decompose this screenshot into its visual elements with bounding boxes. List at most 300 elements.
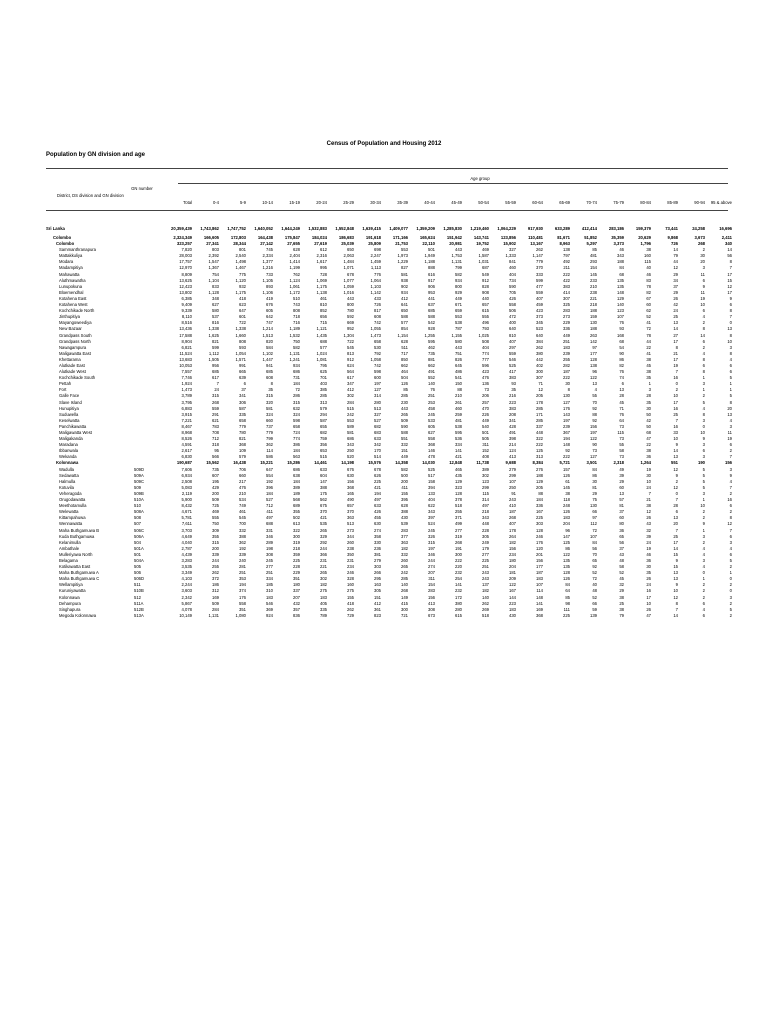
population-value: 2,119 (181, 490, 192, 496)
population-value: 2 (675, 387, 678, 393)
population-value: 236 (374, 545, 381, 551)
population-value: 10,149 (179, 612, 192, 618)
population-value: 762 (293, 271, 300, 277)
population-value: 46 (619, 247, 624, 253)
population-value: 323 (455, 484, 462, 490)
population-value: 363 (347, 515, 354, 521)
population-value: 56 (727, 253, 732, 259)
population-value: 277 (482, 551, 489, 557)
population-value: 8 (729, 308, 732, 314)
population-value: 1,333 (505, 253, 516, 259)
population-value: 383 (563, 283, 570, 289)
population-value: 600 (374, 375, 381, 381)
population-value: 8 (729, 350, 732, 356)
population-value: 6 (702, 362, 705, 368)
population-value: 220 (455, 564, 462, 570)
population-value: 405 (320, 600, 327, 606)
population-value: 148 (563, 442, 570, 448)
population-value: 14 (673, 247, 678, 253)
population-value: 140 (482, 594, 489, 600)
population-value: 8,384 (532, 460, 543, 466)
population-value: 280 (455, 606, 462, 612)
population-value: 279 (374, 557, 381, 563)
population-value: 27,142 (260, 241, 273, 247)
population-value: 10 (673, 588, 678, 594)
population-value: 175,847 (284, 235, 300, 240)
population-value: 6 (702, 338, 705, 344)
population-value: 7,557 (181, 369, 192, 375)
population-value: 486 (455, 369, 462, 375)
population-value: 8 (702, 326, 705, 332)
population-value: 821 (212, 338, 219, 344)
population-value: 735 (428, 350, 435, 356)
population-value: 38 (646, 369, 651, 375)
population-value: 423 (536, 308, 543, 314)
page-title: Census of Population and Housing 2012 (326, 141, 442, 147)
population-value: 564 (347, 369, 354, 375)
population-value: 305 (482, 533, 489, 539)
population-value: 70 (592, 399, 597, 405)
population-value: 1 (702, 375, 705, 381)
population-value: 928 (428, 326, 435, 332)
population-value: 747 (266, 320, 273, 326)
population-value: 326 (428, 533, 435, 539)
population-value: 4 (702, 350, 705, 356)
gn-number: 506D (134, 576, 145, 582)
population-value: 169 (536, 606, 543, 612)
population-value: 238 (590, 289, 597, 295)
population-value: 9 (702, 283, 705, 289)
population-value: 343 (347, 442, 354, 448)
population-value: 641 (401, 302, 408, 308)
population-value: 188 (590, 326, 597, 332)
population-value: 51,852 (584, 235, 597, 240)
population-value: 799 (266, 436, 273, 442)
population-value: 265 (320, 527, 327, 533)
population-value: 808 (293, 308, 300, 314)
population-value: 310 (266, 588, 273, 594)
population-value: 52 (619, 570, 624, 576)
age-column-header: 15-19 (289, 200, 300, 205)
population-value: 125 (563, 539, 570, 545)
population-value: 581 (266, 405, 273, 411)
population-value: 6 (702, 612, 705, 618)
population-value: 1,128 (208, 289, 219, 295)
population-value: 1,154 (397, 332, 408, 338)
population-value: 308 (266, 551, 273, 557)
population-value: 280 (374, 399, 381, 405)
population-value: 3 (729, 423, 732, 429)
population-value: 26 (646, 576, 651, 582)
population-value: 136 (482, 381, 489, 387)
population-value: 255 (455, 509, 462, 515)
gn-number: 504A (134, 557, 144, 563)
population-value: 24 (646, 539, 651, 545)
population-value: 658 (293, 423, 300, 429)
population-value: 15 (673, 564, 678, 570)
population-value: 188 (590, 308, 597, 314)
population-value: 616 (428, 271, 435, 277)
population-value: 733 (266, 271, 273, 277)
population-value: 303 (374, 564, 381, 570)
population-value: 991 (239, 362, 246, 368)
population-value: 718 (293, 314, 300, 320)
population-value: 2 (702, 588, 705, 594)
population-value: 7 (216, 381, 219, 387)
population-value: 11 (700, 289, 705, 295)
population-value: 6,830 (181, 454, 192, 460)
population-value: 7 (729, 527, 732, 533)
population-value: 149 (401, 594, 408, 600)
population-value: 502 (293, 515, 300, 521)
population-value: 587 (320, 417, 327, 423)
population-value: 30 (646, 405, 651, 411)
population-value: 1,625 (208, 332, 219, 338)
population-value: 7 (729, 314, 732, 320)
population-value: 2,063 (343, 253, 354, 259)
population-value: 5,781 (181, 515, 192, 521)
population-value: 650 (347, 247, 354, 253)
population-value: 599 (536, 277, 543, 283)
population-value: 122 (590, 436, 597, 442)
population-value: 1,753 (451, 253, 462, 259)
population-value: 6 (729, 442, 732, 448)
population-value: 356 (320, 442, 327, 448)
gn-number: 506 (134, 570, 141, 576)
population-value: 9,688 (505, 460, 516, 466)
population-value: 7,606 (181, 466, 192, 472)
population-value: 545 (239, 515, 246, 521)
population-value: 593 (239, 344, 246, 350)
population-value: 368 (239, 442, 246, 448)
population-value: 546 (266, 600, 273, 606)
population-value: 476 (482, 375, 489, 381)
population-value: 7 (675, 527, 678, 533)
population-value: 346 (266, 533, 273, 539)
population-value: 3,795 (181, 399, 192, 405)
population-value: 4 (702, 314, 705, 320)
population-value: 262 (482, 600, 489, 606)
population-value: 541 (455, 375, 462, 381)
population-value: 624 (347, 362, 354, 368)
population-value: 337 (293, 588, 300, 594)
population-value: 6,385 (181, 295, 192, 301)
population-value: 1,743,862 (200, 226, 219, 232)
area-name: Galle Face (59, 393, 80, 399)
population-value: 633 (374, 436, 381, 442)
population-value: 429 (212, 484, 219, 490)
population-value: 481 (455, 417, 462, 423)
population-value: 110,481 (528, 235, 543, 240)
population-value: 19 (646, 466, 651, 472)
population-value: 559 (509, 350, 516, 356)
area-name: Keselwatta (59, 417, 80, 423)
population-value: 6,883 (181, 405, 192, 411)
population-value: 305 (374, 588, 381, 594)
population-value: 1,138 (316, 289, 327, 295)
population-value: 182 (509, 539, 516, 545)
population-value: 827 (401, 265, 408, 271)
population-value: 315 (428, 539, 435, 545)
population-value: 1 (702, 387, 705, 393)
population-value: 6,821 (181, 344, 192, 350)
population-value: 533 (428, 417, 435, 423)
population-value: 443 (455, 344, 462, 350)
population-value: 123 (617, 308, 624, 314)
population-value: 76 (619, 320, 624, 326)
area-name: Singhapura (59, 606, 81, 612)
population-value: 833 (212, 283, 219, 289)
population-value: 40 (592, 582, 597, 588)
population-value: 184 (293, 448, 300, 454)
population-value: 343 (617, 253, 624, 259)
population-value: 20 (673, 521, 678, 527)
population-value: 73 (619, 436, 624, 442)
population-value: 34 (673, 277, 678, 283)
population-value: 658 (374, 338, 381, 344)
population-value: 127 (590, 454, 597, 460)
population-value: 368 (347, 484, 354, 490)
population-value: 7,611 (181, 521, 192, 527)
population-value: 78 (646, 332, 651, 338)
population-value: 722 (239, 320, 246, 326)
population-value: 25 (673, 533, 678, 539)
population-value: 662 (401, 362, 408, 368)
population-value: 210 (239, 490, 246, 496)
population-value: 21 (646, 497, 651, 503)
population-value: 13,802 (179, 289, 192, 295)
population-value: 141 (455, 448, 462, 454)
area-name: Meethotamulla (59, 503, 87, 509)
population-value: 751 (455, 350, 462, 356)
population-value: 135 (617, 277, 624, 283)
population-value: 5,297 (586, 241, 597, 247)
population-value: 8,110 (181, 314, 192, 320)
population-value: 120 (536, 545, 543, 551)
population-value: 510 (293, 295, 300, 301)
population-value: 780 (347, 308, 354, 314)
population-value: 514 (374, 454, 381, 460)
population-value: 147 (320, 478, 327, 484)
population-value: 176 (563, 405, 570, 411)
population-value: 141 (536, 600, 543, 606)
population-value: 10 (700, 503, 705, 509)
population-value: 262 (347, 606, 354, 612)
population-value: 96 (592, 369, 597, 375)
population-value: 658 (239, 417, 246, 423)
population-value: 351 (239, 606, 246, 612)
population-value: 300 (536, 369, 543, 375)
area-name: Orugodawatta (59, 497, 86, 503)
population-value: 66 (592, 600, 597, 606)
population-value: 135 (617, 283, 624, 289)
age-column-header: 95 & above (710, 200, 732, 205)
population-value: 608 (266, 375, 273, 381)
population-value: 198 (266, 545, 273, 551)
population-value: 13 (619, 387, 624, 393)
population-value: 775 (239, 271, 246, 277)
population-value: 13 (673, 576, 678, 582)
population-value: 246 (536, 533, 543, 539)
population-value: 407 (509, 521, 516, 527)
population-value: 232 (455, 588, 462, 594)
population-value: 685 (266, 369, 273, 375)
area-name: Kochchikade North (59, 308, 95, 314)
population-value: 461 (239, 509, 246, 515)
population-value: 3 (702, 417, 705, 423)
population-value: 759 (320, 436, 327, 442)
population-value: 12 (673, 466, 678, 472)
population-value: 787 (455, 326, 462, 332)
population-value: 217 (239, 478, 246, 484)
population-value: 315 (293, 399, 300, 405)
population-value: 1,055 (370, 326, 381, 332)
area-name: Sri Lanka (46, 226, 65, 232)
population-value: 46 (646, 271, 651, 277)
population-value: 72 (646, 326, 651, 332)
population-value: 251 (239, 570, 246, 576)
population-value: 414 (563, 289, 570, 295)
population-value: 30 (646, 564, 651, 570)
population-value: 171 (536, 411, 543, 417)
population-value: 58 (619, 564, 624, 570)
population-value: 225 (563, 612, 570, 618)
population-value: 38 (565, 490, 570, 496)
population-value: 2 (702, 344, 705, 350)
population-value: 355 (212, 533, 219, 539)
population-value: 678 (374, 466, 381, 472)
population-value: 10 (673, 393, 678, 399)
population-value: 422 (563, 277, 570, 283)
population-value: 508 (482, 338, 489, 344)
population-value: 156 (509, 545, 516, 551)
area-name: Mattakkuliya (59, 253, 83, 259)
population-value: 292 (320, 539, 327, 545)
population-value: 640 (536, 332, 543, 338)
population-value: 39 (646, 533, 651, 539)
population-value: 38 (646, 356, 651, 362)
population-value: 35 (646, 570, 651, 576)
population-value: 417 (509, 369, 516, 375)
population-value: 73 (592, 448, 597, 454)
population-value: 1,059 (343, 283, 354, 289)
population-value: 37 (673, 283, 678, 289)
population-value: 5 (702, 484, 705, 490)
population-value: 421 (374, 484, 381, 490)
population-value: 639 (239, 375, 246, 381)
population-value: 62 (646, 308, 651, 314)
population-value: 742 (374, 362, 381, 368)
population-value: 774 (482, 350, 489, 356)
population-value: 412 (347, 387, 354, 393)
population-value: 1,513 (262, 332, 273, 338)
population-value: 33 (673, 430, 678, 435)
population-value: 5 (729, 375, 732, 381)
population-value: 13,625 (179, 277, 192, 283)
area-name: Wekanda (59, 454, 77, 460)
population-value: 107 (590, 533, 597, 539)
population-value: 60 (619, 515, 624, 521)
population-value: 242 (347, 411, 354, 417)
population-value: 590 (401, 423, 408, 429)
population-value: 551 (671, 460, 678, 466)
population-value: 633,289 (554, 226, 570, 232)
population-value: 183 (563, 344, 570, 350)
population-value: 1,106 (262, 289, 273, 295)
population-value: 551 (401, 436, 408, 442)
population-value: 147 (563, 533, 570, 539)
population-value: 208 (509, 411, 516, 417)
area-name: Maligakanda (59, 436, 83, 442)
population-value: 381 (374, 551, 381, 557)
population-value: 54 (619, 344, 624, 350)
population-value: 908 (482, 289, 489, 295)
population-value: 657 (347, 503, 354, 509)
population-value: 683 (374, 430, 381, 435)
population-value: 660 (266, 417, 273, 423)
population-value: 243 (482, 570, 489, 576)
population-value: 184,024 (311, 235, 327, 240)
population-value: 159 (590, 314, 597, 320)
population-value: 413 (428, 600, 435, 606)
population-value: 41 (646, 320, 651, 326)
population-value: 389 (293, 484, 300, 490)
population-value: 534 (239, 497, 246, 503)
population-value: 581 (347, 430, 354, 435)
population-value: 1 (729, 381, 732, 387)
population-value: 4 (702, 405, 705, 411)
population-value: 5 (702, 399, 705, 405)
population-value: 30 (592, 478, 597, 484)
population-value: 70 (592, 551, 597, 557)
population-value: 552 (428, 375, 435, 381)
population-value: 251 (563, 338, 570, 344)
population-value: 347 (347, 381, 354, 387)
gn-number: 507 (134, 521, 141, 527)
population-table (46, 224, 733, 619)
population-value: 6 (243, 381, 246, 387)
population-value: 325 (563, 302, 570, 308)
age-column-header: 75-79 (613, 200, 624, 205)
population-value: 525 (428, 466, 435, 472)
population-value: 324 (266, 411, 273, 417)
population-value: 637 (428, 302, 435, 308)
population-value: 540 (482, 423, 489, 429)
population-value: 615 (482, 308, 489, 314)
population-value: 137 (482, 582, 489, 588)
population-value: 262 (212, 570, 219, 576)
population-value: 465 (455, 466, 462, 472)
population-value: 995 (320, 265, 327, 271)
population-value: 154 (590, 265, 597, 271)
population-value: 39 (619, 472, 624, 478)
population-value: 1 (702, 497, 705, 503)
population-value: 14,461 (314, 460, 327, 466)
population-value: 430 (401, 515, 408, 521)
population-value: 72 (295, 387, 300, 393)
population-value: 4 (702, 551, 705, 557)
population-value: 598 (293, 417, 300, 423)
population-value: 88 (592, 411, 597, 417)
population-value: 300 (455, 551, 462, 557)
population-value: 265 (401, 411, 408, 417)
population-value: 192 (239, 545, 246, 551)
population-value: 151 (401, 448, 408, 454)
population-value: 79 (673, 253, 678, 259)
population-value: 72 (592, 527, 597, 533)
population-value: 433 (374, 295, 381, 301)
age-column-header: 70-74 (586, 200, 597, 205)
